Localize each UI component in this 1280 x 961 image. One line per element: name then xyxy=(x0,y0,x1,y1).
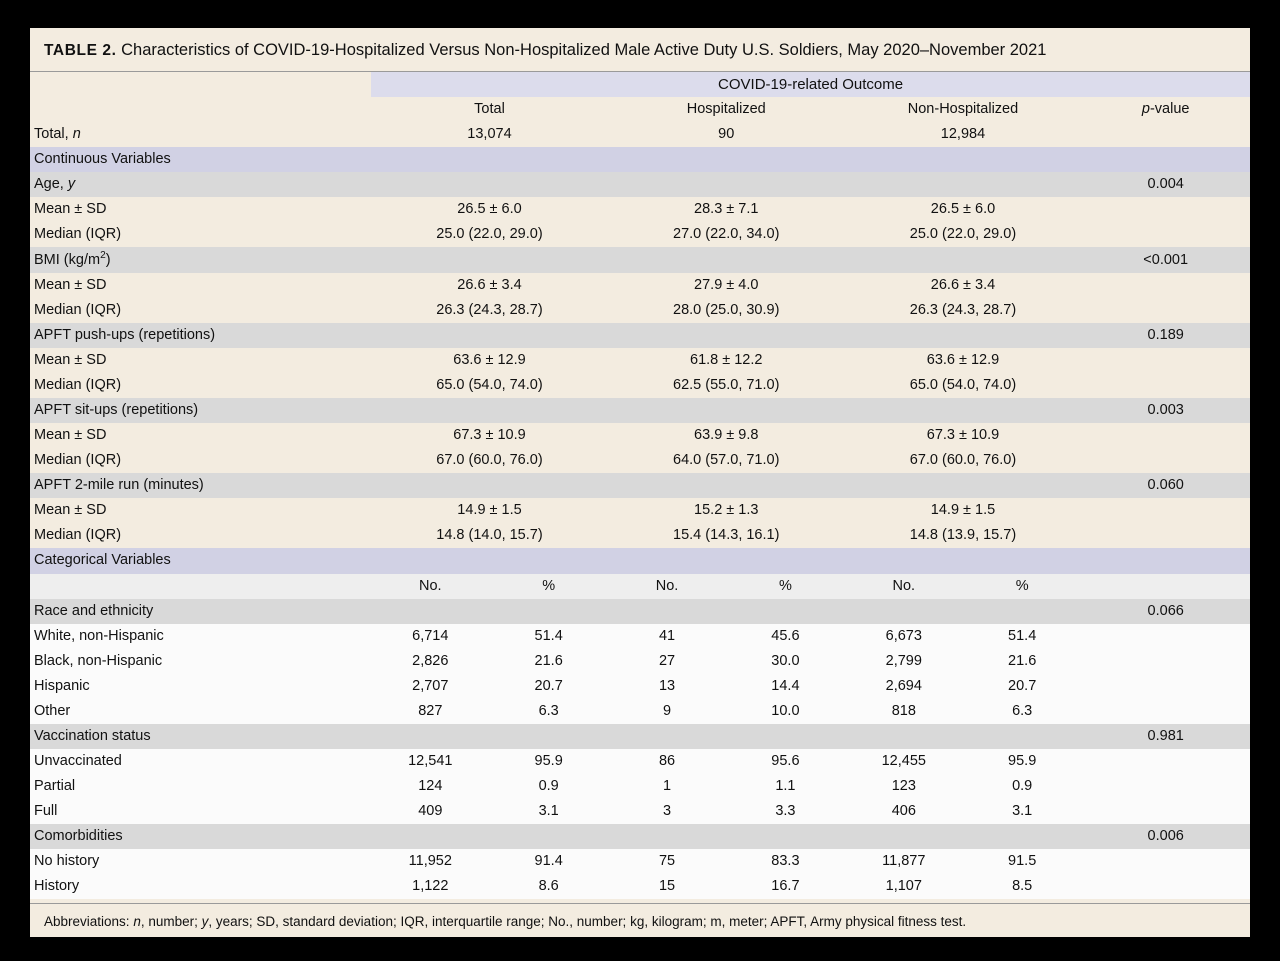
group-row xyxy=(30,599,1250,624)
cell-hosp-pct: 83.3 xyxy=(726,849,844,874)
cell-hospitalized: 28.3 ± 7.1 xyxy=(608,197,845,222)
column-header-total: Total xyxy=(371,97,608,122)
cell-hospitalized: 15.4 (14.3, 16.1) xyxy=(608,523,845,548)
cell-total-pct: 0.9 xyxy=(489,774,607,799)
cell-hosp-no: 75 xyxy=(608,849,726,874)
table-row xyxy=(30,874,1250,899)
table-row xyxy=(30,674,1250,699)
cell-hosp-pct: 16.7 xyxy=(726,874,844,899)
table-row xyxy=(30,348,1250,373)
group-row xyxy=(30,724,1250,749)
cell-nonhospitalized: 26.6 ± 3.4 xyxy=(845,273,1082,298)
cell-pvalue: 0.066 xyxy=(1081,599,1250,624)
cell-nonhospitalized: 12,984 xyxy=(845,122,1082,147)
cell-nonhosp-no: 818 xyxy=(845,699,963,724)
cell-nonhosp-no: 406 xyxy=(845,799,963,824)
cell-total: 26.6 ± 3.4 xyxy=(371,273,608,298)
row-label: No history xyxy=(30,849,371,874)
cell-nonhosp-pct: 95.9 xyxy=(963,749,1081,774)
subheader-nonhosp-no: No. xyxy=(845,574,963,599)
table-row xyxy=(30,799,1250,824)
band-header-row xyxy=(30,72,1250,98)
cell-hosp-no: 13 xyxy=(608,674,726,699)
cell-total-no: 6,714 xyxy=(371,624,489,649)
cell-hosp-pct: 95.6 xyxy=(726,749,844,774)
cell-pvalue xyxy=(1081,523,1250,548)
section-label: Continuous Variables xyxy=(30,147,1250,172)
table-row xyxy=(30,448,1250,473)
table-card xyxy=(30,28,1250,928)
cell-pvalue: 0.060 xyxy=(1081,473,1250,498)
row-label: History xyxy=(30,874,371,899)
group-row xyxy=(30,473,1250,498)
row-label: Median (IQR) xyxy=(30,448,371,473)
cell-pvalue xyxy=(1081,874,1250,899)
cell-hosp-pct: 10.0 xyxy=(726,699,844,724)
row-label: Black, non-Hispanic xyxy=(30,649,371,674)
cell-nonhospitalized: 26.3 (24.3, 28.7) xyxy=(845,298,1082,323)
group-row xyxy=(30,172,1250,197)
cell-total: 14.8 (14.0, 15.7) xyxy=(371,523,608,548)
table-row xyxy=(30,523,1250,548)
cell-nonhosp-pct: 0.9 xyxy=(963,774,1081,799)
table-row xyxy=(30,423,1250,448)
cell-total-no: 2,826 xyxy=(371,649,489,674)
table-row xyxy=(30,649,1250,674)
cell-pvalue xyxy=(1081,498,1250,523)
cell-total: 67.0 (60.0, 76.0) xyxy=(371,448,608,473)
cell-total-no: 12,541 xyxy=(371,749,489,774)
cell-hosp-pct: 1.1 xyxy=(726,774,844,799)
cell-nonhospitalized: 67.3 ± 10.9 xyxy=(845,423,1082,448)
cell-total-pct: 8.6 xyxy=(489,874,607,899)
table-row xyxy=(30,222,1250,247)
group-label: Comorbidities xyxy=(30,824,1081,849)
group-row xyxy=(30,323,1250,348)
cell-pvalue xyxy=(1081,749,1250,774)
row-label: Partial xyxy=(30,774,371,799)
subheader-nonhosp-pct: % xyxy=(963,574,1081,599)
cell-total-no: 1,122 xyxy=(371,874,489,899)
cell-pvalue xyxy=(1081,298,1250,323)
cell-hosp-no: 41 xyxy=(608,624,726,649)
cell-hosp-no: 3 xyxy=(608,799,726,824)
cell-total: 67.3 ± 10.9 xyxy=(371,423,608,448)
cell-hosp-no: 15 xyxy=(608,874,726,899)
cell-pvalue xyxy=(1081,448,1250,473)
table-footnote: Abbreviations: n, number; y, years; SD, standard deviation; IQR, interquartile range; No., number; kg, kilogram; m, meter; APFT, Army physical fitness test. xyxy=(30,903,1250,937)
cell-nonhospitalized: 25.0 (22.0, 29.0) xyxy=(845,222,1082,247)
section-label: Categorical Variables xyxy=(30,548,1250,573)
cell-total-no: 409 xyxy=(371,799,489,824)
cell-nonhosp-no: 6,673 xyxy=(845,624,963,649)
subheader-hosp-no: No. xyxy=(608,574,726,599)
column-header-hospitalized: Hospitalized xyxy=(608,97,845,122)
cell-nonhospitalized: 63.6 ± 12.9 xyxy=(845,348,1082,373)
cell-pvalue xyxy=(1081,122,1250,147)
column-header-nonhospitalized: Non-Hospitalized xyxy=(845,97,1082,122)
column-header-row xyxy=(30,97,1250,122)
group-label: APFT sit-ups (repetitions) xyxy=(30,398,1081,423)
table-label: TABLE 2. xyxy=(44,42,117,59)
cell-nonhosp-no: 11,877 xyxy=(845,849,963,874)
cell-nonhospitalized: 14.9 ± 1.5 xyxy=(845,498,1082,523)
cell-pvalue xyxy=(1081,699,1250,724)
cell-nonhosp-pct: 20.7 xyxy=(963,674,1081,699)
cell-nonhosp-no: 1,107 xyxy=(845,874,963,899)
cell-total-no: 827 xyxy=(371,699,489,724)
band-header-label: COVID-19-related Outcome xyxy=(371,72,1250,98)
table-row xyxy=(30,197,1250,222)
cell-pvalue: 0.003 xyxy=(1081,398,1250,423)
row-label: Unvaccinated xyxy=(30,749,371,774)
cell-total: 25.0 (22.0, 29.0) xyxy=(371,222,608,247)
cell-nonhosp-pct: 21.6 xyxy=(963,649,1081,674)
group-label: BMI $(kg/m^2)$ xyxy=(30,247,1081,273)
cell-total-no: 11,952 xyxy=(371,849,489,874)
cell-hospitalized: 28.0 (25.0, 30.9) xyxy=(608,298,845,323)
cell-pvalue xyxy=(1081,799,1250,824)
cell-total-pct: 95.9 xyxy=(489,749,607,774)
cell-nonhospitalized: 14.8 (13.9, 15.7) xyxy=(845,523,1082,548)
cell-total-pct: 91.4 xyxy=(489,849,607,874)
cell-pvalue xyxy=(1081,348,1250,373)
cell-total-pct: 51.4 xyxy=(489,624,607,649)
subheader-pvalue-spacer xyxy=(1081,574,1250,599)
table-row xyxy=(30,699,1250,724)
cell-pvalue: 0.004 xyxy=(1081,172,1250,197)
row-label: Total, n xyxy=(30,122,371,147)
table-row xyxy=(30,122,1250,147)
cell-hosp-pct: 30.0 xyxy=(726,649,844,674)
table-row xyxy=(30,298,1250,323)
cell-nonhosp-no: 12,455 xyxy=(845,749,963,774)
group-label: Age, y xyxy=(30,172,1081,197)
group-label: APFT push-ups (repetitions) xyxy=(30,323,1081,348)
subheader-hosp-pct: % xyxy=(726,574,844,599)
cell-total-pct: 20.7 xyxy=(489,674,607,699)
cell-total-pct: 6.3 xyxy=(489,699,607,724)
row-label: Mean ± SD xyxy=(30,423,371,448)
group-row xyxy=(30,398,1250,423)
cell-pvalue: 0.981 xyxy=(1081,724,1250,749)
subheader-total-pct: % xyxy=(489,574,607,599)
cell-pvalue xyxy=(1081,849,1250,874)
cell-hosp-pct: 45.6 xyxy=(726,624,844,649)
group-label: Race and ethnicity xyxy=(30,599,1081,624)
cell-nonhosp-pct: 6.3 xyxy=(963,699,1081,724)
table-row xyxy=(30,774,1250,799)
cell-hospitalized: 61.8 ± 12.2 xyxy=(608,348,845,373)
group-label: APFT 2-mile run (minutes) xyxy=(30,473,1081,498)
table-row xyxy=(30,498,1250,523)
cell-hosp-pct: 3.3 xyxy=(726,799,844,824)
cell-pvalue: 0.189 xyxy=(1081,323,1250,348)
cell-hosp-pct: 14.4 xyxy=(726,674,844,699)
cell-hosp-no: 86 xyxy=(608,749,726,774)
cell-pvalue xyxy=(1081,423,1250,448)
cell-nonhosp-pct: 3.1 xyxy=(963,799,1081,824)
table-row xyxy=(30,749,1250,774)
band-spacer xyxy=(30,72,371,98)
cell-hospitalized: 62.5 (55.0, 71.0) xyxy=(608,373,845,398)
cell-pvalue xyxy=(1081,649,1250,674)
cell-hosp-no: 27 xyxy=(608,649,726,674)
cell-nonhosp-pct: 91.5 xyxy=(963,849,1081,874)
cell-total: 26.5 ± 6.0 xyxy=(371,197,608,222)
group-row xyxy=(30,824,1250,849)
cell-total-pct: 21.6 xyxy=(489,649,607,674)
cell-hosp-no: 1 xyxy=(608,774,726,799)
cell-total: 26.3 (24.3, 28.7) xyxy=(371,298,608,323)
row-label: Median (IQR) xyxy=(30,298,371,323)
cell-pvalue: 0.006 xyxy=(1081,824,1250,849)
cell-nonhospitalized: 26.5 ± 6.0 xyxy=(845,197,1082,222)
cell-total: 14.9 ± 1.5 xyxy=(371,498,608,523)
cell-total-no: 124 xyxy=(371,774,489,799)
cell-nonhosp-no: 2,799 xyxy=(845,649,963,674)
cell-pvalue xyxy=(1081,373,1250,398)
row-label: White, non-Hispanic xyxy=(30,624,371,649)
table-row xyxy=(30,273,1250,298)
cell-nonhosp-no: 123 xyxy=(845,774,963,799)
cell-total: 13,074 xyxy=(371,122,608,147)
row-label: Full xyxy=(30,799,371,824)
cell-hospitalized: 63.9 ± 9.8 xyxy=(608,423,845,448)
cell-pvalue xyxy=(1081,674,1250,699)
row-label: Mean ± SD xyxy=(30,273,371,298)
cell-pvalue: <0.001 xyxy=(1081,247,1250,273)
cell-hospitalized: 27.0 (22.0, 34.0) xyxy=(608,222,845,247)
row-label: Median (IQR) xyxy=(30,222,371,247)
subcolumn-header-row xyxy=(30,574,1250,599)
header-spacer xyxy=(30,97,371,122)
subheader-spacer xyxy=(30,574,371,599)
section-row xyxy=(30,147,1250,172)
cell-total-no: 2,707 xyxy=(371,674,489,699)
characteristics-table xyxy=(30,72,1250,899)
section-row xyxy=(30,548,1250,573)
cell-hospitalized: 15.2 ± 1.3 xyxy=(608,498,845,523)
table-row xyxy=(30,373,1250,398)
cell-hospitalized: 64.0 (57.0, 71.0) xyxy=(608,448,845,473)
table-row xyxy=(30,624,1250,649)
cell-hosp-no: 9 xyxy=(608,699,726,724)
column-header-pvalue: p-value xyxy=(1081,97,1250,122)
group-label: Vaccination status xyxy=(30,724,1081,749)
cell-pvalue xyxy=(1081,774,1250,799)
group-row xyxy=(30,247,1250,273)
cell-nonhosp-pct: 51.4 xyxy=(963,624,1081,649)
cell-nonhosp-pct: 8.5 xyxy=(963,874,1081,899)
row-label: Mean ± SD xyxy=(30,498,371,523)
cell-total: 65.0 (54.0, 74.0) xyxy=(371,373,608,398)
table-row xyxy=(30,849,1250,874)
page-title: Characteristics of COVID-19-Hospitalized Versus Non-Hospitalized Male Active Duty U.S. Soldiers, May 2020–November 2021 xyxy=(121,41,1047,59)
cell-total: 63.6 ± 12.9 xyxy=(371,348,608,373)
row-label: Mean ± SD xyxy=(30,348,371,373)
cell-hospitalized: 27.9 ± 4.0 xyxy=(608,273,845,298)
cell-pvalue xyxy=(1081,624,1250,649)
cell-hospitalized: 90 xyxy=(608,122,845,147)
row-label: Mean ± SD xyxy=(30,197,371,222)
table-title-row xyxy=(30,28,1250,71)
row-label: Median (IQR) xyxy=(30,373,371,398)
row-label: Median (IQR) xyxy=(30,523,371,548)
cell-nonhosp-no: 2,694 xyxy=(845,674,963,699)
cell-nonhospitalized: 65.0 (54.0, 74.0) xyxy=(845,373,1082,398)
cell-total-pct: 3.1 xyxy=(489,799,607,824)
row-label: Hispanic xyxy=(30,674,371,699)
cell-pvalue xyxy=(1081,197,1250,222)
cell-pvalue xyxy=(1081,273,1250,298)
row-label: Other xyxy=(30,699,371,724)
subheader-total-no: No. xyxy=(371,574,489,599)
cell-nonhospitalized: 67.0 (60.0, 76.0) xyxy=(845,448,1082,473)
cell-pvalue xyxy=(1081,222,1250,247)
